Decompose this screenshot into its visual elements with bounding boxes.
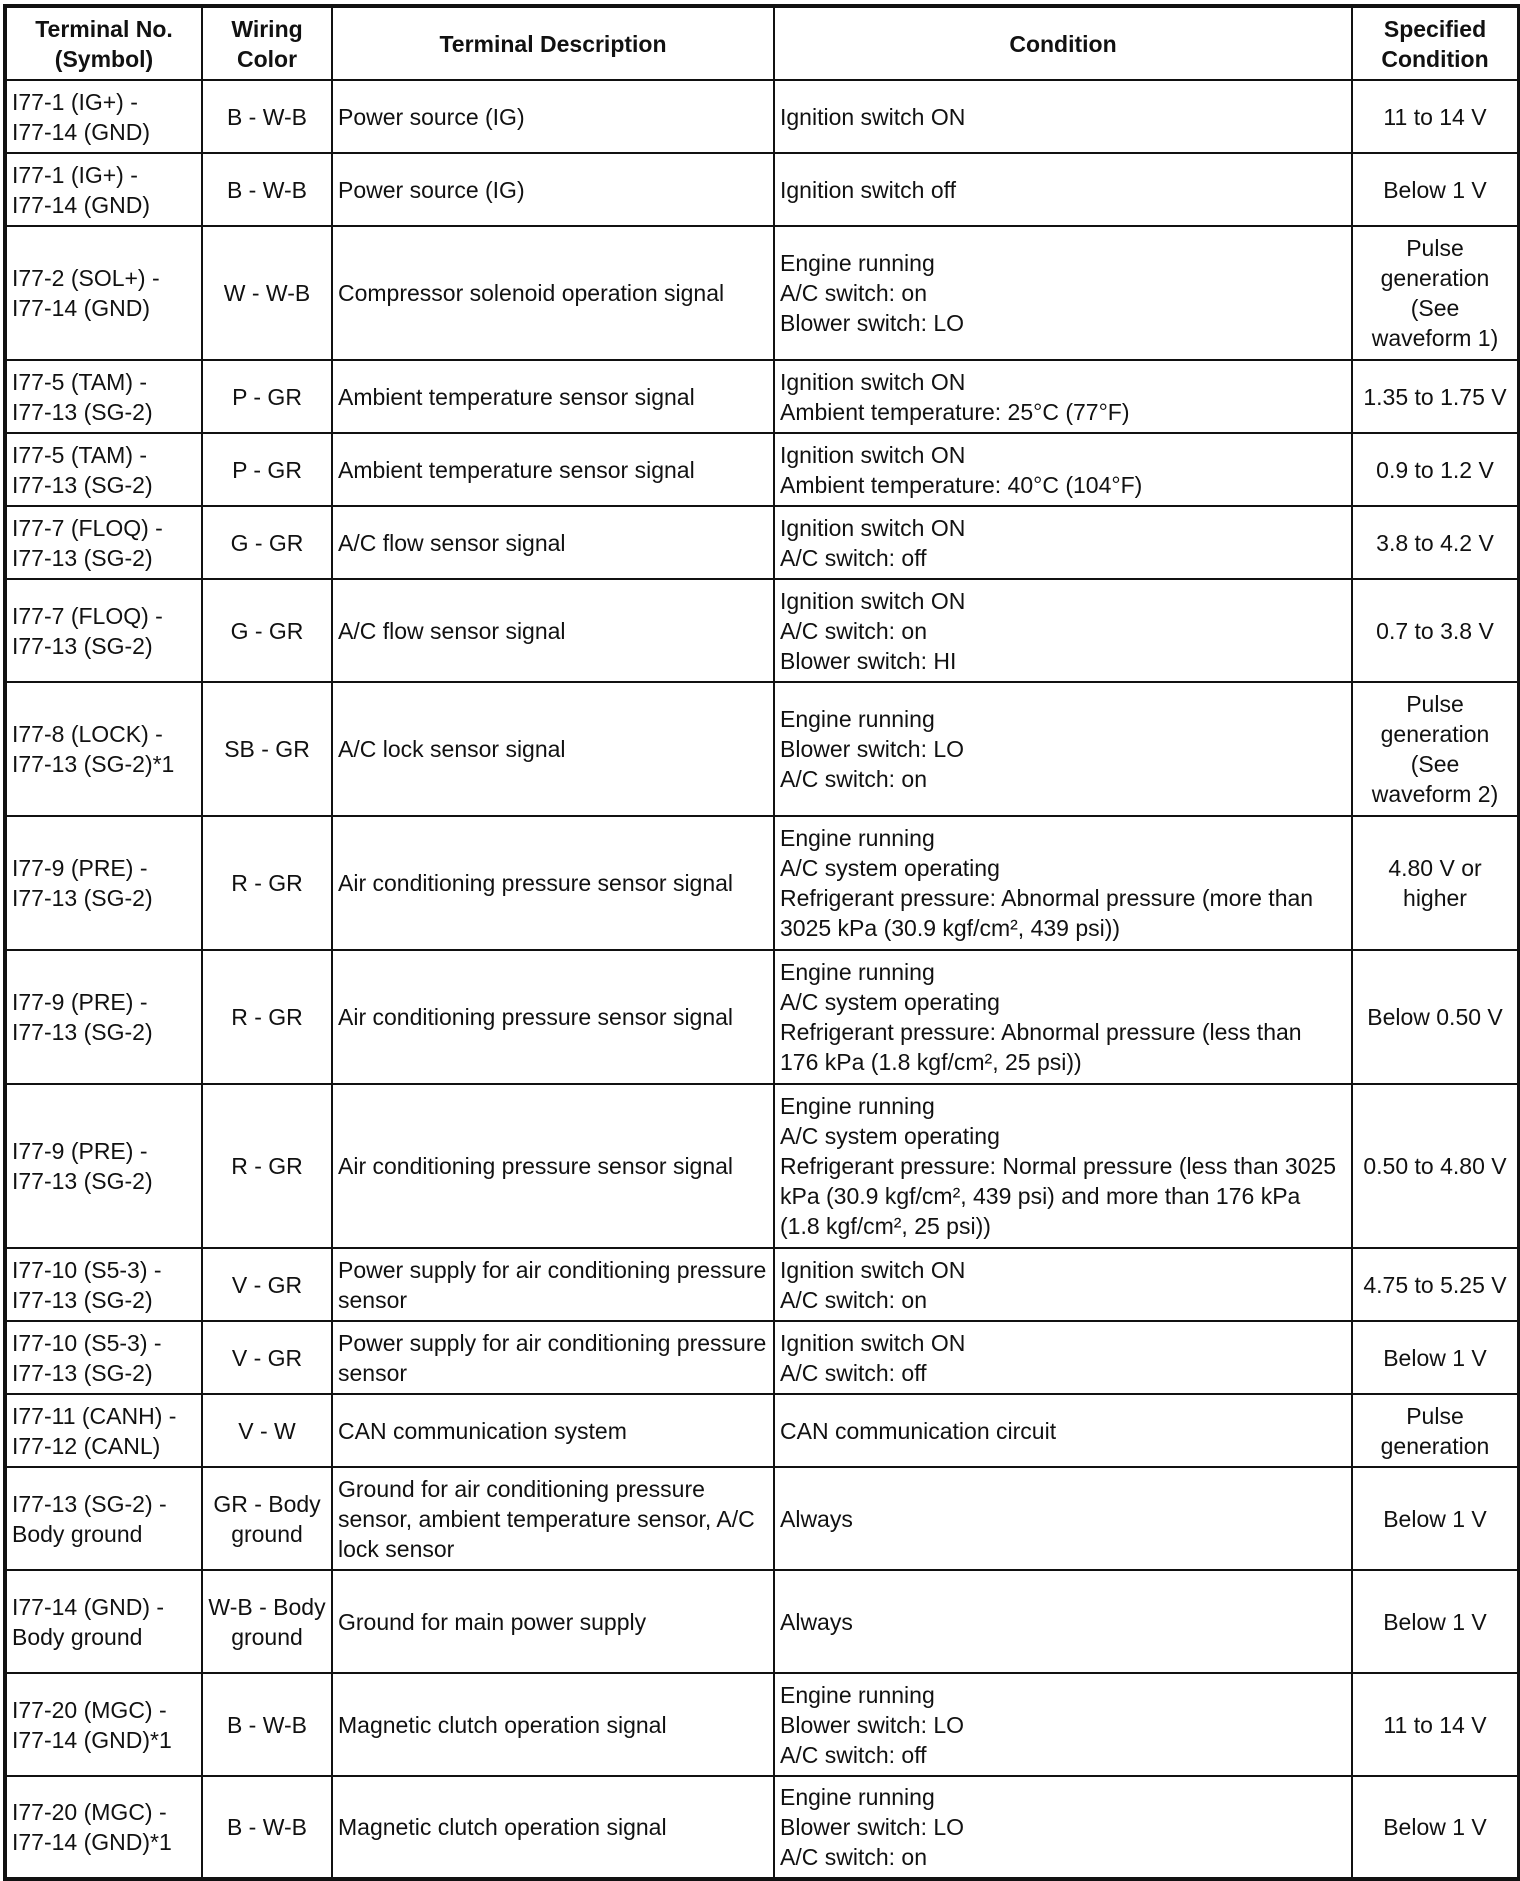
- wiring-color-cell: W-B - Body ground: [202, 1570, 332, 1673]
- condition-cell: [774, 360, 1352, 433]
- terminal-line: I77-5 (TAM) -: [12, 368, 148, 395]
- specified-condition-cell: 4.75 to 5.25 V: [1352, 1248, 1519, 1321]
- wiring-color-cell: B - W-B: [202, 153, 332, 226]
- terminal-line: I77-13 (SG-2): [12, 1286, 153, 1313]
- specified-condition-cell: 11 to 14 V: [1352, 1673, 1519, 1776]
- terminal-line: I77-7 (FLOQ) -: [12, 602, 163, 629]
- terminal-cell: [5, 579, 202, 682]
- terminal-line: I77-9 (PRE) -: [12, 989, 148, 1015]
- specified-condition-cell: Below 1 V: [1352, 1467, 1519, 1570]
- specified-condition-cell: 3.8 to 4.2 V: [1352, 506, 1519, 579]
- condition-line: Engine running: [780, 1784, 935, 1810]
- terminal-cell: [5, 1248, 202, 1321]
- table-row: [5, 1321, 1519, 1394]
- wiring-color-cell: V - W: [202, 1394, 332, 1467]
- terminal-cell: [5, 360, 202, 433]
- terminal-line: I77-14 (GND)*1: [12, 1829, 172, 1855]
- terminal-line: I77-13 (SG-2): [12, 1359, 153, 1386]
- terminal-line: I77-14 (GND) -: [12, 1593, 165, 1620]
- terminal-line: I77-14 (GND): [12, 118, 151, 145]
- terminal-description-cell: A/C lock sensor signal: [332, 682, 774, 816]
- terminal-cell: [5, 950, 202, 1084]
- condition-cell: [774, 1321, 1352, 1394]
- condition-line: A/C switch: on: [780, 617, 927, 644]
- wiring-color-cell: P - GR: [202, 360, 332, 433]
- condition-line: A/C switch: off: [780, 544, 927, 571]
- specified-condition-cell: Below 0.50 V: [1352, 950, 1519, 1084]
- terminal-cell: [5, 1467, 202, 1570]
- condition-line: CAN communication circuit: [780, 1417, 1057, 1444]
- terminal-description-cell: Power source (IG): [332, 80, 774, 153]
- terminal-cell: [5, 1394, 202, 1467]
- condition-line: A/C system operating: [780, 855, 1000, 881]
- condition-cell: [774, 1776, 1352, 1879]
- specified-condition-cell: 4.80 V or higher: [1352, 816, 1519, 950]
- specified-condition-cell: 1.35 to 1.75 V: [1352, 360, 1519, 433]
- terminal-line: I77-5 (TAM) -: [12, 441, 148, 468]
- wiring-color-cell: B - W-B: [202, 1776, 332, 1879]
- terminal-line: Body ground: [12, 1520, 143, 1547]
- condition-line: A/C system operating: [780, 989, 1000, 1015]
- terminal-description-cell: Power source (IG): [332, 153, 774, 226]
- condition-line: Refrigerant pressure: Normal pressure (less than 3025 kPa (30.9 kgf/cm², 439 psi) and more than 176 kPa (1.8 kgf/cm², 25 psi)): [780, 1153, 1337, 1239]
- condition-line: Engine running: [780, 959, 935, 985]
- wiring-color-cell: G - GR: [202, 579, 332, 682]
- condition-cell: [774, 153, 1352, 226]
- terminal-cell: [5, 1570, 202, 1673]
- terminal-line: I77-20 (MGC) -: [12, 1696, 167, 1723]
- wiring-color-cell: G - GR: [202, 506, 332, 579]
- table-row: [5, 360, 1519, 433]
- condition-line: Engine running: [780, 250, 935, 276]
- condition-cell: [774, 950, 1352, 1084]
- terminal-description-cell: Air conditioning pressure sensor signal: [332, 1084, 774, 1248]
- condition-line: Engine running: [780, 1093, 935, 1119]
- condition-line: A/C switch: on: [780, 1844, 927, 1870]
- table-row: [5, 1084, 1519, 1248]
- table-row: [5, 1248, 1519, 1321]
- terminal-description-cell: Ambient temperature sensor signal: [332, 433, 774, 506]
- wiring-color-cell: R - GR: [202, 816, 332, 950]
- terminal-line: I77-8 (LOCK) -: [12, 721, 163, 747]
- condition-line: Ignition switch ON: [780, 1329, 966, 1356]
- wiring-color-cell: V - GR: [202, 1321, 332, 1394]
- specified-condition-cell: Pulse generation (See waveform 1): [1352, 226, 1519, 360]
- terminal-description-cell: Magnetic clutch operation signal: [332, 1673, 774, 1776]
- terminal-line: I77-13 (SG-2) -: [12, 1490, 167, 1517]
- wiring-color-cell: SB - GR: [202, 682, 332, 816]
- terminal-line: I77-2 (SOL+) -: [12, 265, 160, 291]
- terminal-line: I77-11 (CANH) -: [12, 1402, 177, 1429]
- specified-condition-cell: Pulse generation: [1352, 1394, 1519, 1467]
- condition-cell: [774, 80, 1352, 153]
- specified-condition-cell: Pulse generation (See waveform 2): [1352, 682, 1519, 816]
- wiring-color-cell: GR - Body ground: [202, 1467, 332, 1570]
- header-condition: Condition: [774, 6, 1352, 80]
- specified-condition-cell: 0.9 to 1.2 V: [1352, 433, 1519, 506]
- table-row: [5, 816, 1519, 950]
- terminal-line: I77-1 (IG+) -: [12, 161, 138, 188]
- condition-line: Refrigerant pressure: Abnormal pressure (less than 176 kPa (1.8 kgf/cm², 25 psi)): [780, 1019, 1302, 1075]
- table-row: [5, 506, 1519, 579]
- table-row: [5, 1467, 1519, 1570]
- condition-line: Ignition switch ON: [780, 103, 966, 130]
- terminal-line: I77-20 (MGC) -: [12, 1799, 167, 1825]
- terminal-description-cell: Power supply for air conditioning pressure sensor: [332, 1321, 774, 1394]
- terminal-line: I77-1 (IG+) -: [12, 88, 138, 115]
- terminal-description-cell: A/C flow sensor signal: [332, 579, 774, 682]
- header-terminal: Terminal No. (Symbol): [5, 6, 202, 80]
- condition-line: Blower switch: LO: [780, 1814, 965, 1840]
- wiring-color-cell: W - W-B: [202, 226, 332, 360]
- terminal-line: I77-14 (GND)*1: [12, 1726, 172, 1753]
- terminal-line: I77-7 (FLOQ) -: [12, 514, 163, 541]
- condition-line: Blower switch: LO: [780, 1711, 965, 1738]
- wiring-color-cell: R - GR: [202, 950, 332, 1084]
- terminal-line: I77-13 (SG-2): [12, 398, 153, 425]
- terminal-line: I77-12 (CANL): [12, 1432, 161, 1459]
- condition-line: Blower switch: LO: [780, 736, 965, 762]
- condition-line: A/C switch: on: [780, 1286, 927, 1313]
- condition-cell: [774, 506, 1352, 579]
- terminal-cell: [5, 1084, 202, 1248]
- condition-line: A/C switch: on: [780, 280, 927, 306]
- terminal-description-cell: A/C flow sensor signal: [332, 506, 774, 579]
- condition-line: Ignition switch ON: [780, 1256, 966, 1283]
- terminal-line: I77-13 (SG-2): [12, 1019, 153, 1045]
- terminal-line: Body ground: [12, 1623, 143, 1650]
- condition-line: A/C switch: off: [780, 1359, 927, 1386]
- condition-line: Ignition switch ON: [780, 441, 966, 468]
- condition-cell: [774, 1570, 1352, 1673]
- table-body: [5, 80, 1519, 1879]
- table-row: [5, 226, 1519, 360]
- condition-line: Always: [780, 1505, 853, 1532]
- specified-condition-cell: 0.7 to 3.8 V: [1352, 579, 1519, 682]
- terminal-line: I77-14 (GND): [12, 295, 151, 321]
- terminal-description-cell: Air conditioning pressure sensor signal: [332, 950, 774, 1084]
- specified-condition-cell: Below 1 V: [1352, 153, 1519, 226]
- condition-cell: [774, 1673, 1352, 1776]
- terminal-cell: [5, 1673, 202, 1776]
- specified-condition-cell: 0.50 to 4.80 V: [1352, 1084, 1519, 1248]
- header-wiring-color: Wiring Color: [202, 6, 332, 80]
- specified-condition-cell: Below 1 V: [1352, 1321, 1519, 1394]
- terminal-description-cell: Compressor solenoid operation signal: [332, 226, 774, 360]
- terminal-cell: [5, 433, 202, 506]
- table-row: [5, 579, 1519, 682]
- terminal-description-cell: CAN communication system: [332, 1394, 774, 1467]
- condition-line: A/C system operating: [780, 1123, 1000, 1149]
- header-terminal-description: Terminal Description: [332, 6, 774, 80]
- condition-line: Ignition switch ON: [780, 587, 966, 614]
- table-row: [5, 682, 1519, 816]
- terminal-description-cell: Magnetic clutch operation signal: [332, 1776, 774, 1879]
- table-row: [5, 1776, 1519, 1879]
- condition-line: Engine running: [780, 825, 935, 851]
- condition-line: Refrigerant pressure: Abnormal pressure (more than 3025 kPa (30.9 kgf/cm², 439 psi)): [780, 885, 1314, 941]
- terminal-cell: [5, 682, 202, 816]
- condition-line: Always: [780, 1608, 853, 1635]
- terminal-line: I77-9 (PRE) -: [12, 855, 148, 881]
- terminal-description-cell: Ground for main power supply: [332, 1570, 774, 1673]
- terminal-cell: [5, 1776, 202, 1879]
- terminal-cell: [5, 1321, 202, 1394]
- specified-condition-cell: 11 to 14 V: [1352, 80, 1519, 153]
- condition-cell: [774, 1394, 1352, 1467]
- header-specified-condition: Specified Condition: [1352, 6, 1519, 80]
- condition-cell: [774, 579, 1352, 682]
- terminal-line: I77-10 (S5-3) -: [12, 1256, 162, 1283]
- condition-line: Engine running: [780, 706, 935, 732]
- terminal-cell: [5, 80, 202, 153]
- terminal-line: I77-10 (S5-3) -: [12, 1329, 162, 1356]
- condition-cell: [774, 1248, 1352, 1321]
- table-row: [5, 1673, 1519, 1776]
- terminal-description-cell: Power supply for air conditioning pressure sensor: [332, 1248, 774, 1321]
- condition-line: Blower switch: HI: [780, 647, 957, 674]
- terminal-line: I77-13 (SG-2): [12, 885, 153, 911]
- condition-line: Blower switch: LO: [780, 310, 965, 336]
- table-row: [5, 80, 1519, 153]
- terminal-line: I77-13 (SG-2): [12, 544, 153, 571]
- condition-line: Ignition switch ON: [780, 514, 966, 541]
- condition-cell: [774, 433, 1352, 506]
- condition-line: Engine running: [780, 1681, 935, 1708]
- terminal-line: I77-13 (SG-2): [12, 1168, 153, 1194]
- condition-cell: [774, 1467, 1352, 1570]
- terminal-line: I77-13 (SG-2)*1: [12, 751, 175, 777]
- terminal-cell: [5, 816, 202, 950]
- condition-cell: [774, 226, 1352, 360]
- condition-cell: [774, 816, 1352, 950]
- condition-cell: [774, 1084, 1352, 1248]
- terminal-line: I77-9 (PRE) -: [12, 1138, 148, 1164]
- table-row: [5, 1570, 1519, 1673]
- specified-condition-cell: Below 1 V: [1352, 1776, 1519, 1879]
- terminal-cell: [5, 226, 202, 360]
- wiring-color-cell: R - GR: [202, 1084, 332, 1248]
- table-row: [5, 433, 1519, 506]
- condition-line: Ambient temperature: 40°C (104°F): [780, 471, 1143, 498]
- terminal-line: I77-13 (SG-2): [12, 632, 153, 659]
- terminal-cell: [5, 506, 202, 579]
- specified-condition-cell: Below 1 V: [1352, 1570, 1519, 1673]
- terminal-description-cell: Ground for air conditioning pressure sensor, ambient temperature sensor, A/C lock sensor: [332, 1467, 774, 1570]
- table-row: [5, 950, 1519, 1084]
- condition-cell: [774, 682, 1352, 816]
- condition-line: A/C switch: off: [780, 1741, 927, 1768]
- condition-line: A/C switch: on: [780, 766, 927, 792]
- table-row: [5, 1394, 1519, 1467]
- wiring-color-cell: P - GR: [202, 433, 332, 506]
- wiring-color-cell: V - GR: [202, 1248, 332, 1321]
- terminal-line: I77-13 (SG-2): [12, 471, 153, 498]
- wiring-color-cell: B - W-B: [202, 80, 332, 153]
- terminal-description-cell: Air conditioning pressure sensor signal: [332, 816, 774, 950]
- terminal-description-cell: Ambient temperature sensor signal: [332, 360, 774, 433]
- condition-line: Ignition switch off: [780, 176, 957, 203]
- condition-line: Ignition switch ON: [780, 368, 966, 395]
- terminal-spec-table: [3, 4, 1520, 1881]
- terminal-cell: [5, 153, 202, 226]
- terminal-line: I77-14 (GND): [12, 191, 151, 218]
- wiring-color-cell: B - W-B: [202, 1673, 332, 1776]
- table-row: [5, 153, 1519, 226]
- table-header-row: [5, 6, 1519, 80]
- condition-line: Ambient temperature: 25°C (77°F): [780, 398, 1130, 425]
